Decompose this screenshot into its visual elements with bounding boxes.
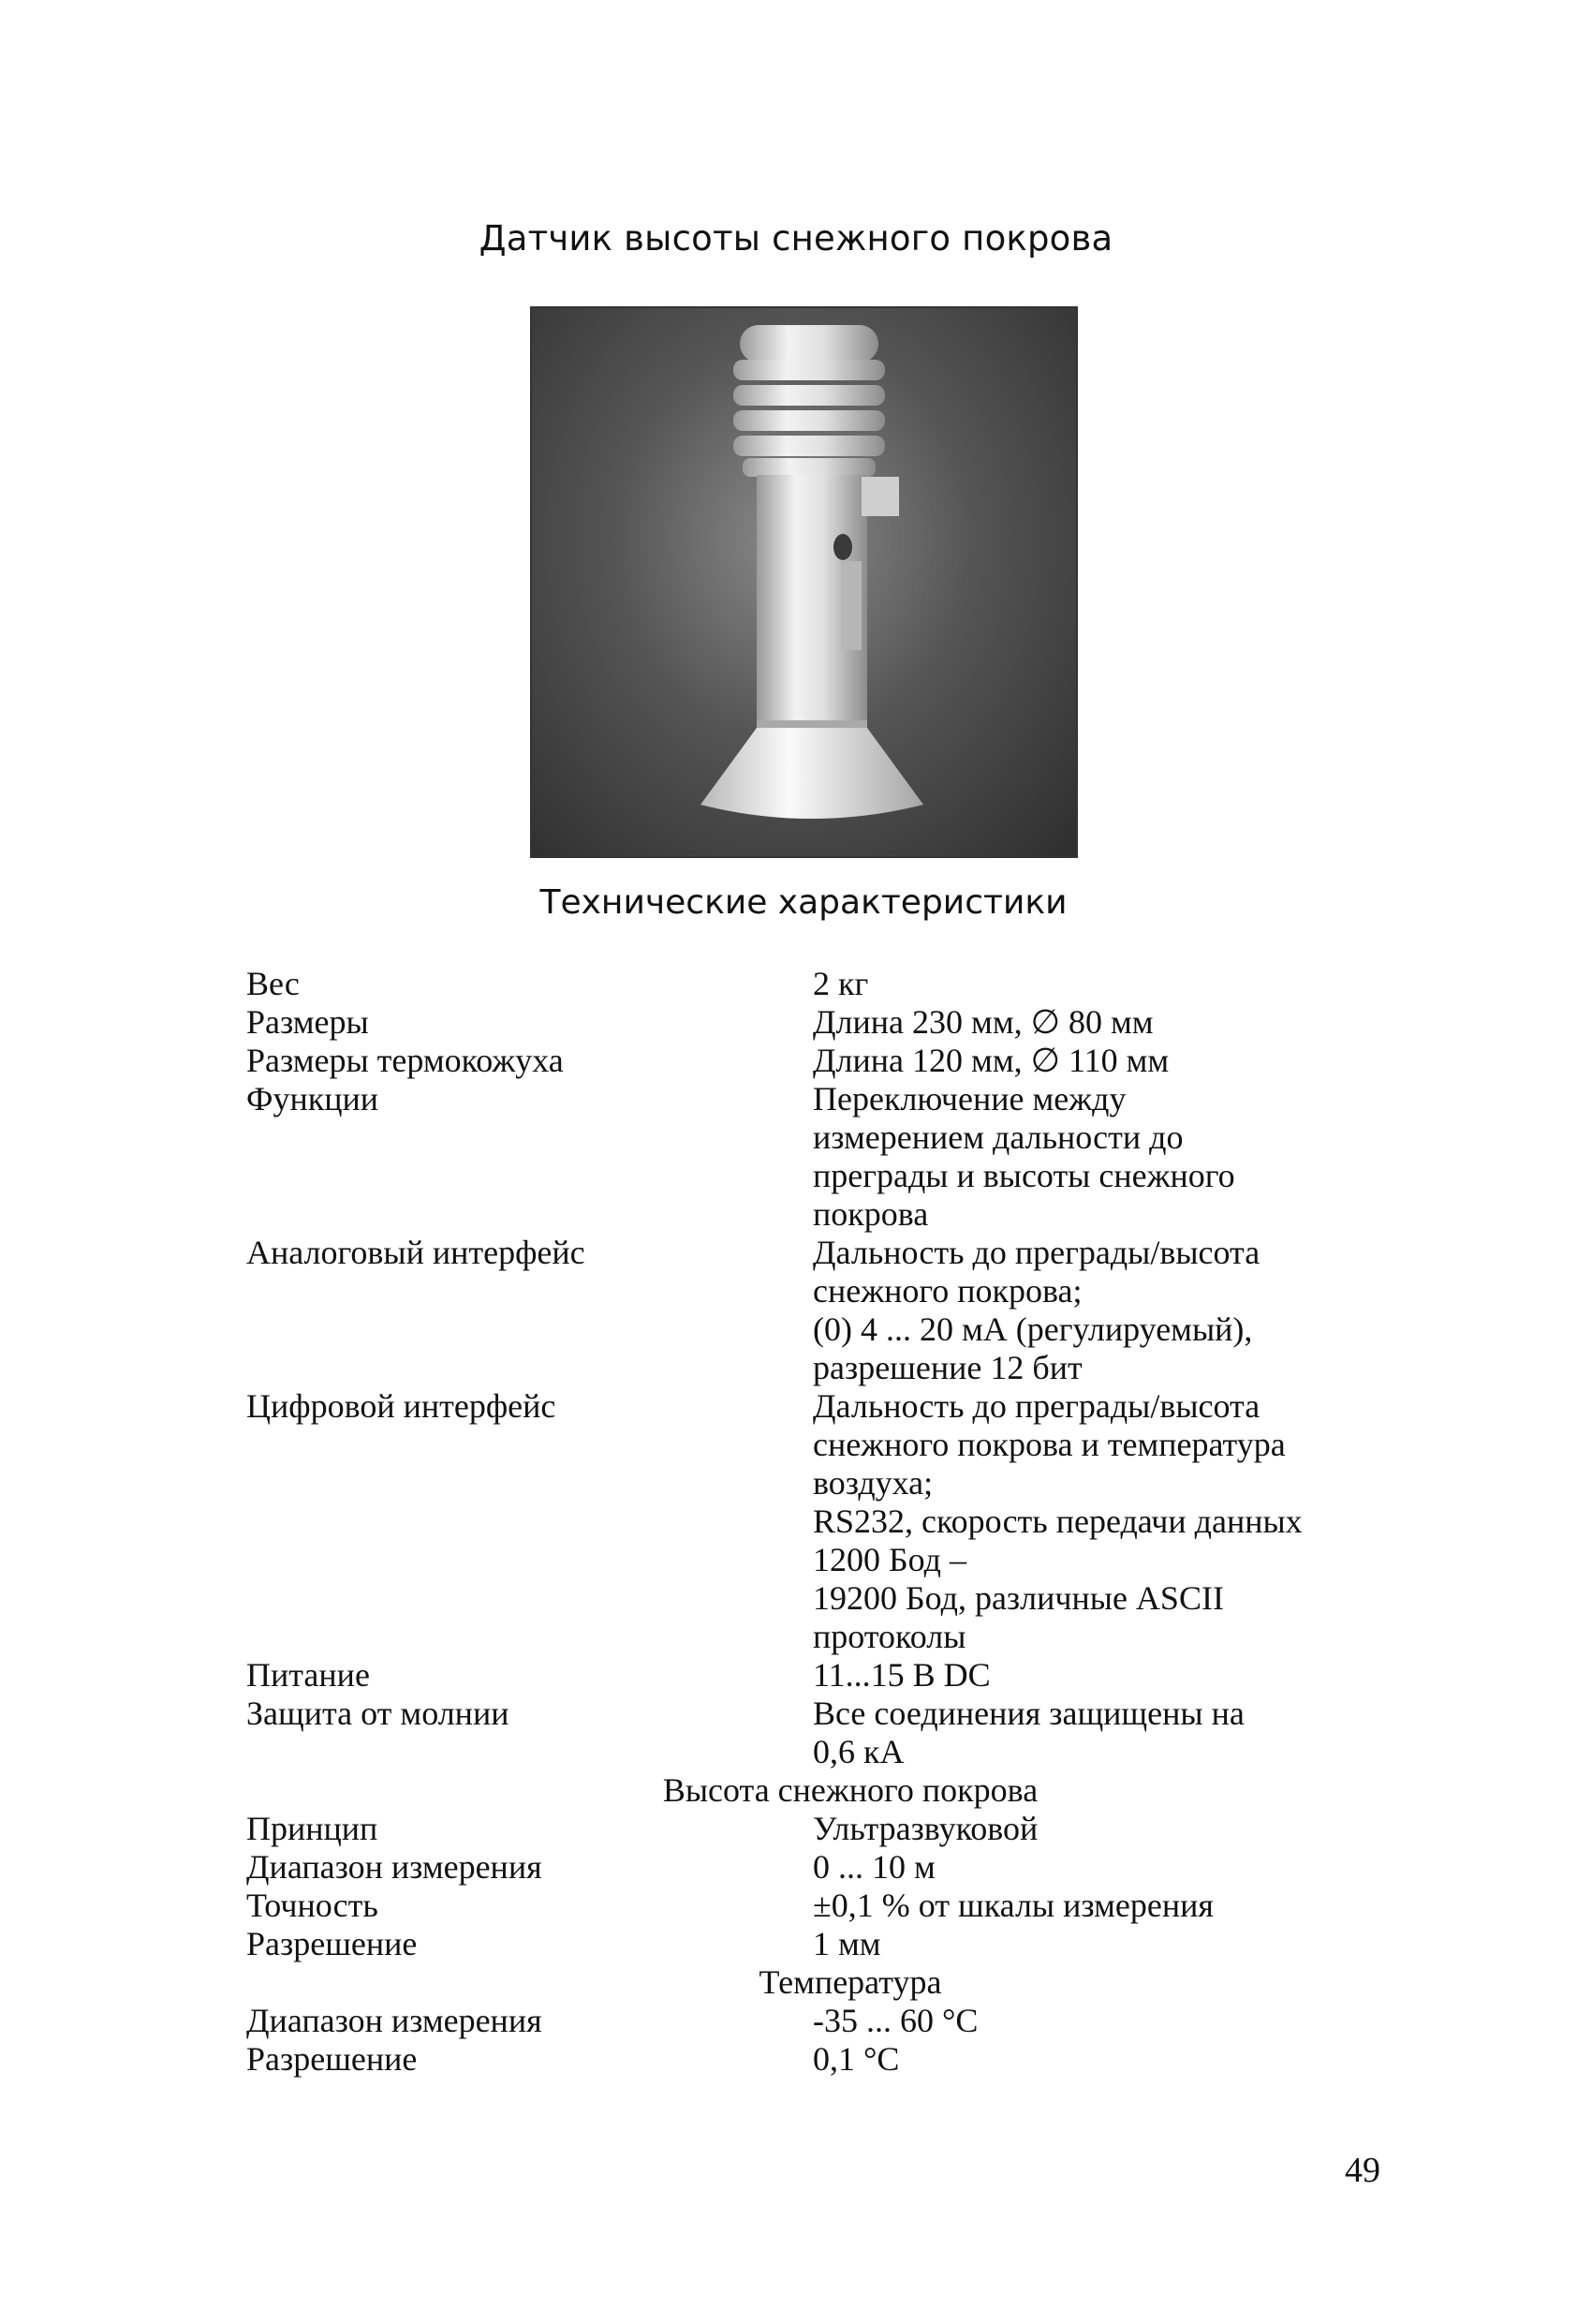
spec-value: [813, 1042, 1417, 1080]
spec-row: [246, 1234, 1417, 1387]
spec-value: ±0,1 % от шкалы измерения: [813, 1887, 1214, 1924]
spec-row: [246, 1925, 1417, 1963]
spec-row: [246, 1810, 1417, 1848]
spec-value-line: Дальность до преграды/высота: [813, 1234, 1260, 1271]
spec-label: Диапазон измерения: [246, 2002, 542, 2039]
spec-value-line: Дальность до преграды/высота: [813, 1387, 1260, 1425]
spec-row: [246, 2002, 1417, 2040]
spec-label: Разрешение: [246, 2040, 418, 2078]
page-number: 49: [1345, 2151, 1380, 2190]
spec-value-line: 0,6 кА: [813, 1733, 905, 1770]
spec-value-line: Длина 230 мм, ∅ 80 мм: [813, 1003, 1154, 1041]
spec-table: [246, 965, 1417, 2079]
spec-value-line: разрешение 12 бит: [813, 1349, 1083, 1386]
spec-value: [813, 1656, 1417, 1695]
spec-value: [813, 1234, 1417, 1387]
spec-value: [813, 1695, 1417, 1771]
spec-label: Аналоговый интерфейс: [246, 1234, 585, 1271]
spec-row: [246, 1042, 1417, 1080]
spec-value-line: покрова: [813, 1195, 929, 1233]
spec-value: [813, 1080, 1417, 1234]
spec-label: Разрешение: [246, 1925, 418, 1962]
spec-label: Принцип: [246, 1810, 378, 1847]
spec-value-line: снежного покрова и температура: [813, 1426, 1286, 1463]
spec-value-line: Длина 120 мм, ∅ 110 мм: [813, 1042, 1170, 1079]
spec-value: 1 мм: [813, 1925, 881, 1962]
spec-value-line: снежного покрова;: [813, 1272, 1083, 1310]
spec-row: [246, 1887, 1417, 1925]
spec-value-line: 19200 Бод, различные ASCII: [813, 1579, 1224, 1617]
spec-row: [246, 1848, 1417, 1887]
spec-value-line: 1200 Бод –: [813, 1541, 966, 1578]
spec-row: [246, 965, 1417, 1003]
spec-label: Точность: [246, 1887, 378, 1924]
spec-value: [813, 965, 1417, 1003]
spec-value-line: воздуха;: [813, 1464, 934, 1502]
spec-label: Размеры термокожуха: [246, 1042, 564, 1079]
section-heading-snow: Высота снежного покрова: [662, 1771, 1039, 1809]
spec-label: Питание: [246, 1656, 370, 1694]
spec-value: Ультразвуковой: [813, 1810, 1039, 1847]
spec-value-line: Все соединения защищены на: [813, 1695, 1245, 1732]
spec-row: [246, 1656, 1417, 1695]
spec-value: [813, 1387, 1417, 1656]
section-heading-temperature: Температура: [759, 1963, 942, 2001]
spec-label: Вес: [246, 965, 300, 1002]
spec-value-line: 11...15 В DC: [813, 1656, 991, 1694]
spec-row: [246, 1003, 1417, 1042]
spec-value: -35 ... 60 °C: [813, 2002, 979, 2039]
spec-value: 0,1 °C: [813, 2040, 900, 2078]
spec-label: Функции: [246, 1080, 378, 1118]
sensor-photo: [530, 306, 1078, 858]
spec-row: [246, 2040, 1417, 2079]
spec-label: Цифровой интерфейс: [246, 1387, 556, 1425]
spec-value-line: Переключение между: [813, 1080, 1127, 1118]
spec-value-line: 2 кг: [813, 965, 869, 1002]
spec-value-line: (0) 4 ... 20 мА (регулируемый),: [813, 1310, 1253, 1348]
spec-row: [246, 1387, 1417, 1656]
spec-value-line: измерением дальности до: [813, 1118, 1184, 1156]
sensor-base: [700, 728, 923, 819]
page-title: Датчик высоты снежного покрова: [479, 218, 1113, 259]
spec-row: [246, 1080, 1417, 1234]
spec-value-line: протоколы: [813, 1618, 966, 1655]
connector-box: [862, 477, 899, 516]
spec-value-line: преграды и высоты снежного: [813, 1157, 1235, 1194]
spec-label: Размеры: [246, 1003, 369, 1041]
spec-row: [246, 1695, 1417, 1771]
spec-value: [813, 1003, 1417, 1042]
radiation-shield: [733, 325, 885, 477]
spec-label: Диапазон измерения: [246, 1848, 542, 1886]
spec-label: Защита от молнии: [246, 1695, 509, 1732]
spec-value: 0 ... 10 м: [813, 1848, 936, 1886]
specs-heading: Технические характеристики: [539, 883, 1068, 922]
sensor-illustration: [532, 308, 1076, 856]
spec-value-line: RS232, скорость передачи данных: [813, 1502, 1303, 1540]
